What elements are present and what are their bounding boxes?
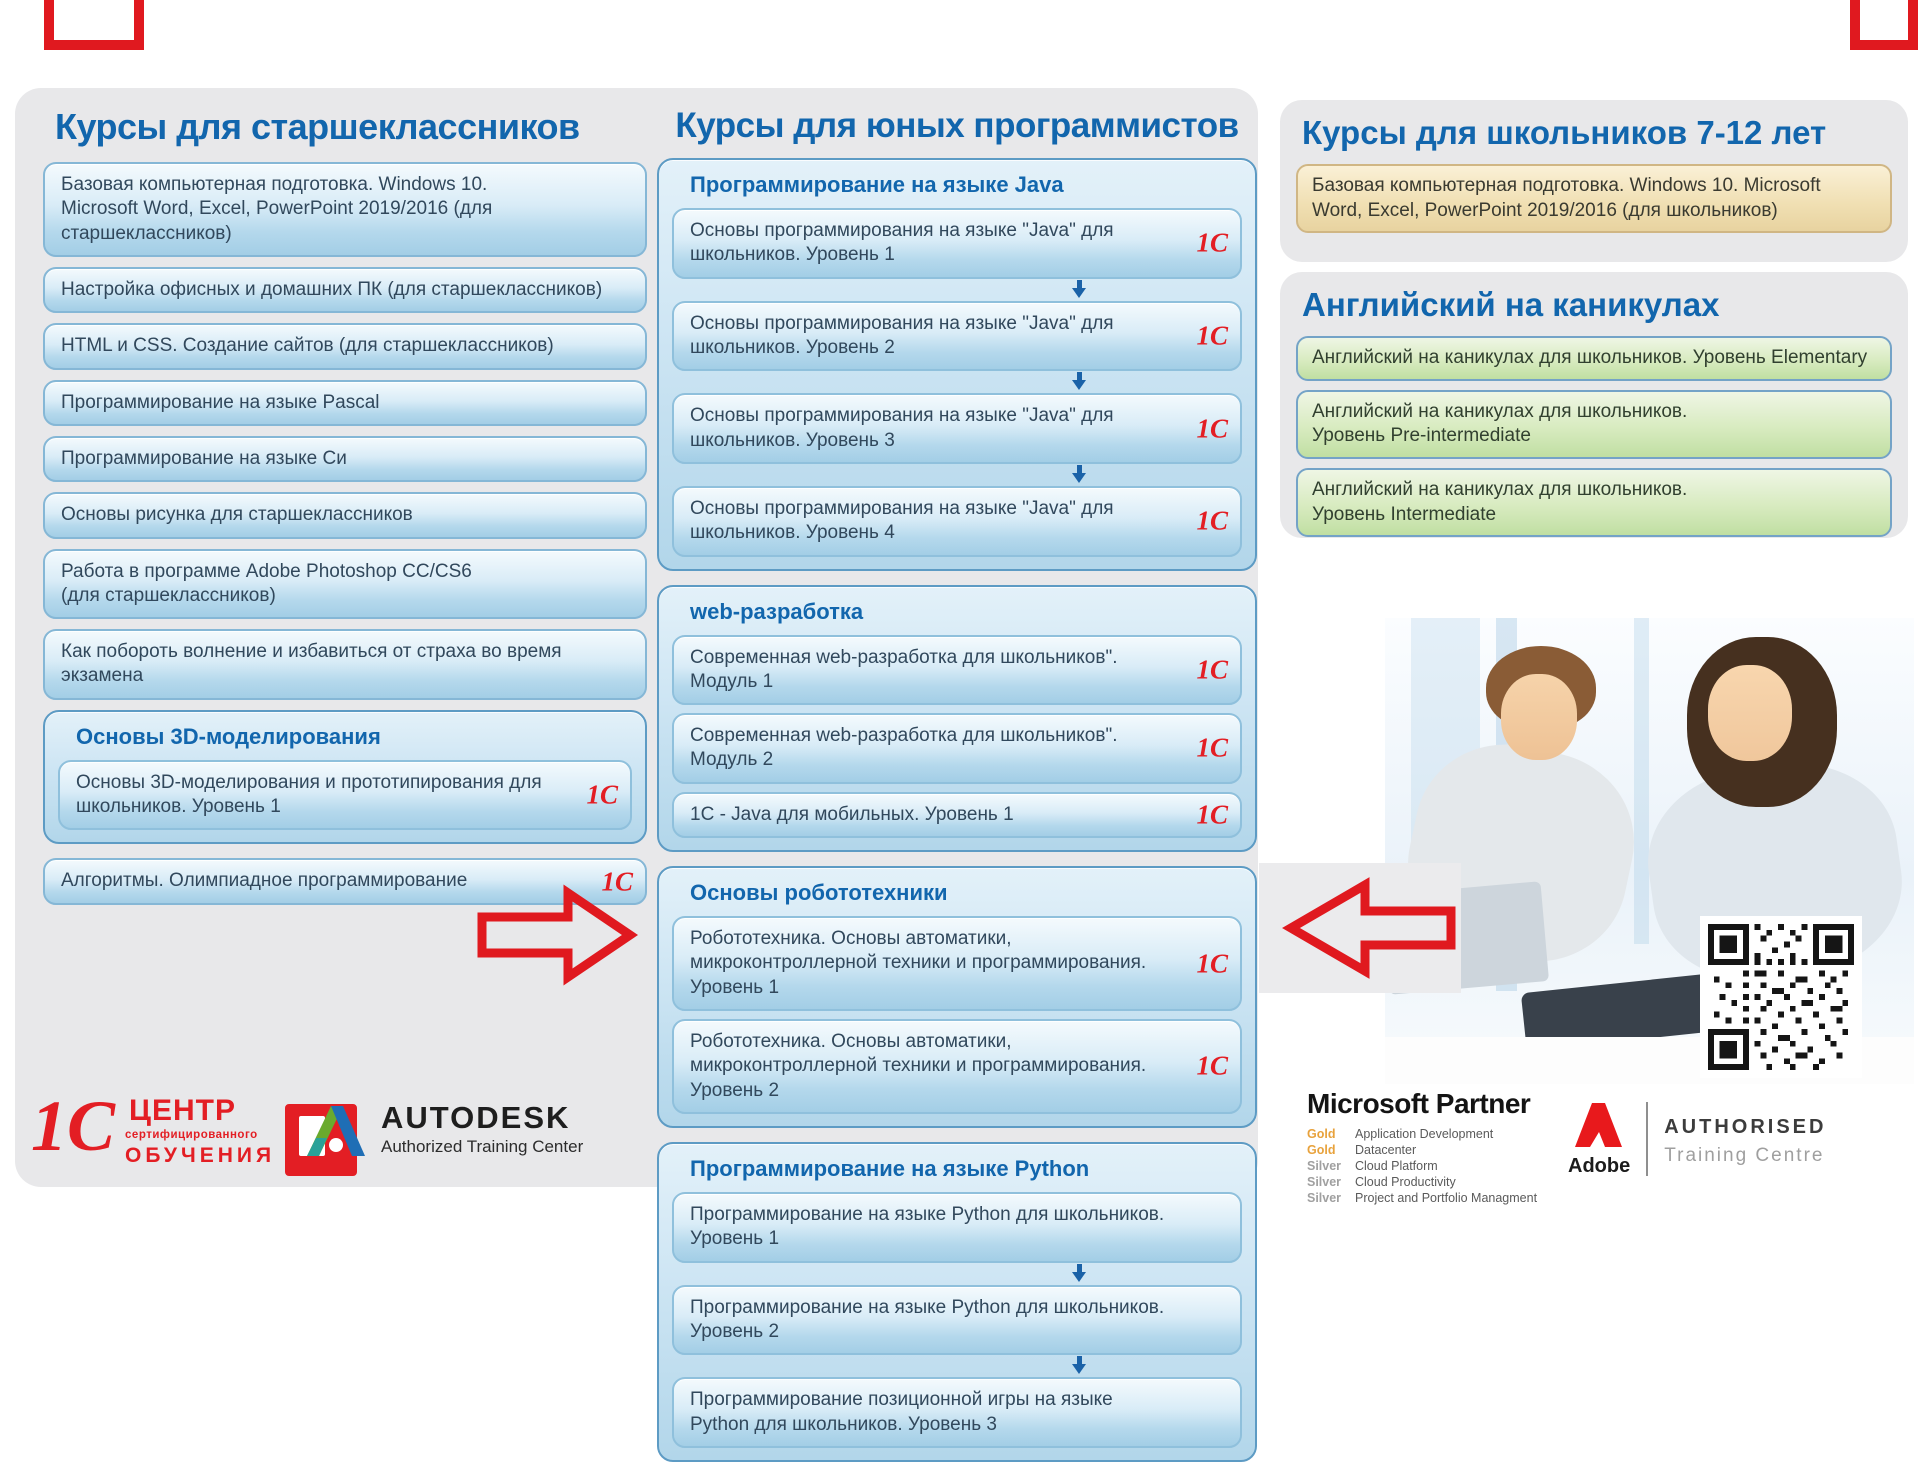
flow-down-arrow bbox=[672, 283, 1242, 299]
course-item bbox=[672, 713, 1242, 784]
course-label: Алгоритмы. Олимпиадное программирование bbox=[61, 870, 468, 892]
kids-title: Курсы для школьников 7-12 лет bbox=[1302, 114, 1827, 151]
panel-english-holidays bbox=[1280, 272, 1908, 538]
course-item: Программирование на языке Python для школьников. Уровень 1 bbox=[672, 1192, 1242, 1263]
competency-label: Cloud Platform bbox=[1355, 1159, 1438, 1173]
qr-code-pattern bbox=[1708, 924, 1854, 1070]
course-item: Программирование на языке Python для школьников. Уровень 2 bbox=[672, 1285, 1242, 1356]
autodesk-a-icon bbox=[303, 1100, 367, 1158]
flow-down-arrow bbox=[672, 375, 1242, 391]
course-item bbox=[672, 1019, 1242, 1114]
flow-down-arrow bbox=[672, 1359, 1242, 1375]
tier-label: Silver bbox=[1307, 1159, 1342, 1173]
course-item bbox=[672, 916, 1242, 1011]
column-high-school bbox=[43, 102, 647, 915]
red-arrow-left-icon bbox=[1265, 871, 1455, 985]
adobe-a-icon bbox=[1574, 1102, 1624, 1148]
partner-competency-row bbox=[1307, 1142, 1557, 1158]
tier-label: Gold bbox=[1307, 1127, 1336, 1141]
autodesk-name: AUTODESK bbox=[381, 1099, 571, 1135]
adobe-line1: AUTHORISED bbox=[1664, 1116, 1827, 1138]
course-item bbox=[672, 792, 1242, 838]
course-item: Настройка офисных и домашних ПК (для старшеклассников) bbox=[43, 267, 647, 313]
course-label: 1С - Java для мобильных. Уровень 1 bbox=[690, 803, 1014, 825]
group-java-title: Программирование на языке Java bbox=[690, 172, 1064, 197]
group-robotics-title: Основы робототехники bbox=[690, 880, 948, 906]
course-item: Программирование позиционной игры на языке Python для школьников. Уровень 3 bbox=[672, 1377, 1242, 1448]
autodesk-logo bbox=[303, 1100, 583, 1158]
competency-label: Application Development bbox=[1355, 1127, 1494, 1141]
course-item: Как побороть волнение и избавиться от страха во время экзамена bbox=[43, 629, 647, 700]
autodesk-text bbox=[381, 1099, 584, 1157]
red-arrow-left-callout bbox=[1259, 863, 1461, 993]
window-frame bbox=[1634, 618, 1650, 944]
course-item: HTML и CSS. Создание сайтов (для старшеклассников) bbox=[43, 323, 647, 369]
1c-logo-center: ЦЕНТР bbox=[129, 1094, 236, 1127]
partner-competency-row bbox=[1307, 1126, 1557, 1142]
course-label: Основы 3D-моделирования и прототипирования для школьников. Уровень 1 bbox=[76, 771, 542, 818]
course-label: Основы программирования на языке "Java" для школьников. Уровень 1 bbox=[690, 220, 1114, 266]
tier-label: Gold bbox=[1307, 1143, 1336, 1157]
flow-down-arrow bbox=[672, 468, 1242, 484]
1c-badge-icon: 1С bbox=[1196, 505, 1228, 536]
adobe-name: Adobe bbox=[1568, 1155, 1631, 1177]
tier-label: Silver bbox=[1307, 1191, 1342, 1205]
course-label: Робототехника. Основы автоматики, микроконтроллерной техники и программирования. Уровень 2 bbox=[690, 1031, 1147, 1101]
qr-code bbox=[1700, 916, 1862, 1078]
course-label: Основы программирования на языке "Java" для школьников. Уровень 2 bbox=[690, 312, 1114, 358]
1c-logo-line3: ОБУЧЕНИЯ bbox=[125, 1143, 276, 1167]
course-item bbox=[58, 760, 632, 831]
group-3d-title: Основы 3D-моделирования bbox=[76, 723, 381, 749]
flow-down-arrow bbox=[672, 1267, 1242, 1283]
course-item: Основы рисунка для старшеклассников bbox=[43, 492, 647, 538]
red-arrow-right-icon bbox=[478, 883, 636, 987]
1c-badge-icon: 1С bbox=[1196, 320, 1228, 351]
course-item: Английский на каникулах для школьников. Уровень Intermediate bbox=[1296, 468, 1892, 537]
group-web bbox=[657, 585, 1257, 853]
partner-competency-row bbox=[1307, 1190, 1557, 1206]
course-label: Основы программирования на языке "Java" для школьников. Уровень 4 bbox=[690, 497, 1114, 544]
girl-face bbox=[1708, 665, 1792, 761]
group-robotics bbox=[657, 866, 1257, 1128]
main-courses-panel bbox=[15, 88, 1258, 1435]
1c-logo-line2: сертифицированного bbox=[125, 1129, 258, 1141]
tier-label: Silver bbox=[1307, 1175, 1342, 1189]
high-school-title: Курсы для старшеклассников bbox=[55, 106, 580, 147]
1c-badge-icon: 1С bbox=[1196, 654, 1228, 685]
course-label: Современная web-разработка для школьников". Модуль 1 bbox=[690, 646, 1118, 692]
red-frame-corner-left bbox=[44, 0, 144, 50]
1c-badge-icon: 1С bbox=[1196, 948, 1228, 979]
autodesk-subtitle: Authorized Training Center bbox=[381, 1136, 584, 1156]
boy-face bbox=[1501, 674, 1577, 760]
course-item: Английский на каникулах для школьников. Уровень Elementary bbox=[1296, 336, 1892, 381]
course-item: Программирование на языке Pascal bbox=[43, 380, 647, 426]
1c-badge-icon: 1С bbox=[1196, 228, 1228, 259]
course-label: Основы программирования на языке "Java" для школьников. Уровень 3 bbox=[690, 405, 1114, 451]
microsoft-partner-title: Microsoft Partner bbox=[1307, 1088, 1531, 1119]
group-java bbox=[657, 158, 1257, 571]
panel-kids-7-12 bbox=[1280, 100, 1908, 262]
adobe-line2: Training Centre bbox=[1664, 1145, 1825, 1166]
course-label: Робототехника. Основы автоматики, микроконтроллерной техники и программирования. Уровень 1 bbox=[690, 928, 1147, 998]
course-item: Работа в программе Adobe Photoshop CC/CS6 (для старшеклассников) bbox=[43, 549, 647, 620]
course-label: Современная web-разработка для школьников". Модуль 2 bbox=[690, 725, 1118, 771]
course-item bbox=[672, 301, 1242, 372]
1c-badge-icon: 1С bbox=[586, 779, 618, 810]
course-item bbox=[672, 635, 1242, 706]
divider bbox=[1646, 1102, 1648, 1176]
microsoft-partner-logo bbox=[1307, 1088, 1557, 1206]
group-3d-modeling bbox=[43, 710, 647, 845]
group-python-title: Программирование на языке Python bbox=[690, 1155, 1090, 1181]
1c-badge-icon: 1С bbox=[1196, 1051, 1228, 1082]
adobe-text bbox=[1664, 1102, 1826, 1167]
1c-badge-icon: 1С bbox=[1196, 799, 1228, 830]
1c-badge-icon: 1С bbox=[1196, 413, 1228, 444]
young-programmers-title: Курсы для юных программистов bbox=[675, 106, 1239, 145]
course-item: Базовая компьютерная подготовка. Windows 10. Microsoft Word, Excel, PowerPoint 2019/2016 (для школьников) bbox=[1296, 164, 1892, 233]
course-item bbox=[672, 393, 1242, 464]
group-web-title: web-разработка bbox=[690, 598, 864, 624]
red-frame-corner-right bbox=[1850, 0, 1918, 50]
competency-label: Cloud Productivity bbox=[1355, 1175, 1456, 1189]
competency-label: Project and Portfolio Managment bbox=[1355, 1191, 1538, 1205]
partner-competency-row bbox=[1307, 1174, 1557, 1190]
course-item: Базовая компьютерная подготовка. Windows 10. Microsoft Word, Excel, PowerPoint 2019/2016 (для старшеклассников) bbox=[43, 162, 647, 257]
competency-label: Datacenter bbox=[1355, 1143, 1417, 1157]
partner-competency-row bbox=[1307, 1158, 1557, 1174]
1c-badge-icon: 1С bbox=[601, 866, 633, 897]
course-item bbox=[672, 208, 1242, 279]
adobe-atc-logo bbox=[1568, 1102, 1826, 1178]
adobe-mark bbox=[1568, 1102, 1630, 1178]
column-young-programmers bbox=[657, 102, 1257, 1476]
group-python bbox=[657, 1142, 1257, 1462]
1c-logo-text bbox=[125, 1096, 275, 1166]
course-item: Английский на каникулах для школьников. Уровень Pre-intermediate bbox=[1296, 390, 1892, 459]
1c-logo-icon: 1С bbox=[31, 1086, 116, 1166]
course-item bbox=[672, 486, 1242, 557]
english-title: Английский на каникулах bbox=[1302, 286, 1720, 323]
1c-badge-icon: 1С bbox=[1196, 733, 1228, 764]
course-item: Программирование на языке Си bbox=[43, 436, 647, 482]
